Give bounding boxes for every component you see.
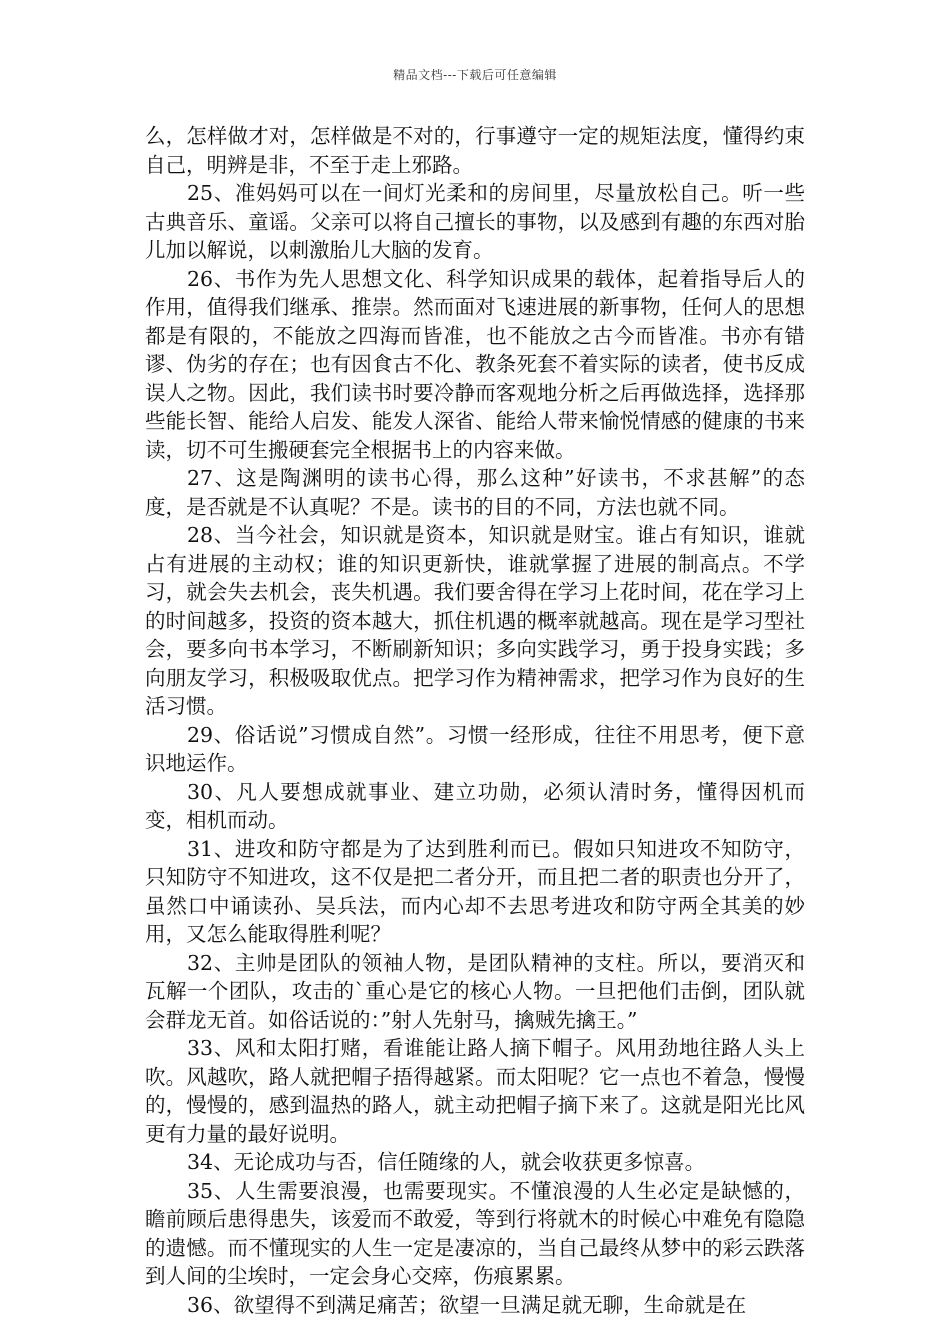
paragraph-27: 27、这是陶渊明的读书心得，那么这种”好读书，不求甚解”的态度，是否就是不认真呢？不是。读书的目的不同，方法也就不同。 <box>145 466 805 519</box>
paragraph-30: 30、凡人要想成就事业、建立功勋，必须认清时务，懂得因机而变，相机而动。 <box>145 779 805 832</box>
paragraph-26: 26、书作为先人思想文化、科学知识成果的载体，起着指导后人的作用，值得我们继承、推崇。然而面对飞速进展的新事物，任何人的思想都是有限的，不能放之四海而皆准，也不能放之古今而皆准。书亦有错谬、伪劣的存在；也有因食古不化、教条死套不着实际的读者，使书反成误人之物。因此，我们读书时要冷静而客观地分析之后再做选择，选择那些能长智、能给人启发、能发人深省、能给人带来愉悦情感的健康的书来读，切不可生搬硬套完全根据书上的内容来做。 <box>145 266 805 462</box>
paragraph-32: 32、主帅是团队的领袖人物，是团队精神的支柱。所以，要消灭和瓦解一个团队，攻击的`重心是它的核心人物。一旦把他们击倒，团队就会群龙无首。如俗话说的：”射人先射马，擒贼先擒王。” <box>145 950 805 1032</box>
paragraph-31: 31、进攻和防守都是为了达到胜利而已。假如只知进攻不知防守，只知防守不知进攻，这不仅是把二者分开，而且把二者的职责也分开了，虽然口中诵读孙、吴兵法，而内心却不去思考进攻和防守两全其美的妙用，又怎么能取得胜利呢？ <box>145 836 805 946</box>
paragraph-25: 25、准妈妈可以在一间灯光柔和的房间里，尽量放松自己。听一些古典音乐、童谣。父亲可以将自己擅长的事物，以及感到有趣的东西对胎儿加以解说，以刺激胎儿大脑的发育。 <box>145 181 805 262</box>
document-body <box>145 122 805 1319</box>
paragraph-continuation: 么，怎样做才对，怎样做是不对的，行事遵守一定的规矩法度，懂得约束自己，明辨是非，不至于走上邪路。 <box>145 124 805 177</box>
page-header: 精品文档---下载后可任意编辑 <box>393 68 557 82</box>
paragraph-36: 36、欲望得不到满足痛苦；欲望一旦满足就无聊，生命就是在 <box>187 1292 747 1317</box>
paragraph-35: 35、人生需要浪漫，也需要现实。不懂浪漫的人生必定是缺憾的，瞻前顾后患得患失，该爱而不敢爱，等到行将就木的时候心中难免有隐隐的遗憾。而不懂现实的人生一定是凄凉的，当自己最终从梦中的彩云跌落到人间的尘埃时，一定会身心交瘁，伤痕累累。 <box>145 1178 805 1288</box>
paragraph-28: 28、当今社会，知识就是资本，知识就是财宝。谁占有知识，谁就占有进展的主动权；谁的知识更新快，谁就掌握了进展的制高点。不学习，就会失去机会，丧失机遇。我们要舍得在学习上花时间，花在学习上的时间越多，投资的资本越大，抓住机遇的概率就越高。现在是学习型社会，要多向书本学习，不断刷新知识；多向实践学习，勇于投身实践；多向朋友学习，积极吸取优点。把学习作为精神需求，把学习作为良好的生活习惯。 <box>145 523 805 718</box>
paragraph-33: 33、风和太阳打赌，看谁能让路人摘下帽子。风用劲地往路人头上吹。风越吹，路人就把帽子捂得越紧。而太阳呢？它一点也不着急，慢慢的，慢慢的，感到温热的路人，就主动把帽子摘下来了。这就是阳光比风更有力量的最好说明。 <box>145 1036 805 1146</box>
paragraph-34: 34、无论成功与否，信任随缘的人，就会收获更多惊喜。 <box>187 1150 706 1174</box>
paragraph-29: 29、俗话说”习惯成自然”。习惯一经形成，往往不用思考，便下意识地运作。 <box>145 722 805 775</box>
